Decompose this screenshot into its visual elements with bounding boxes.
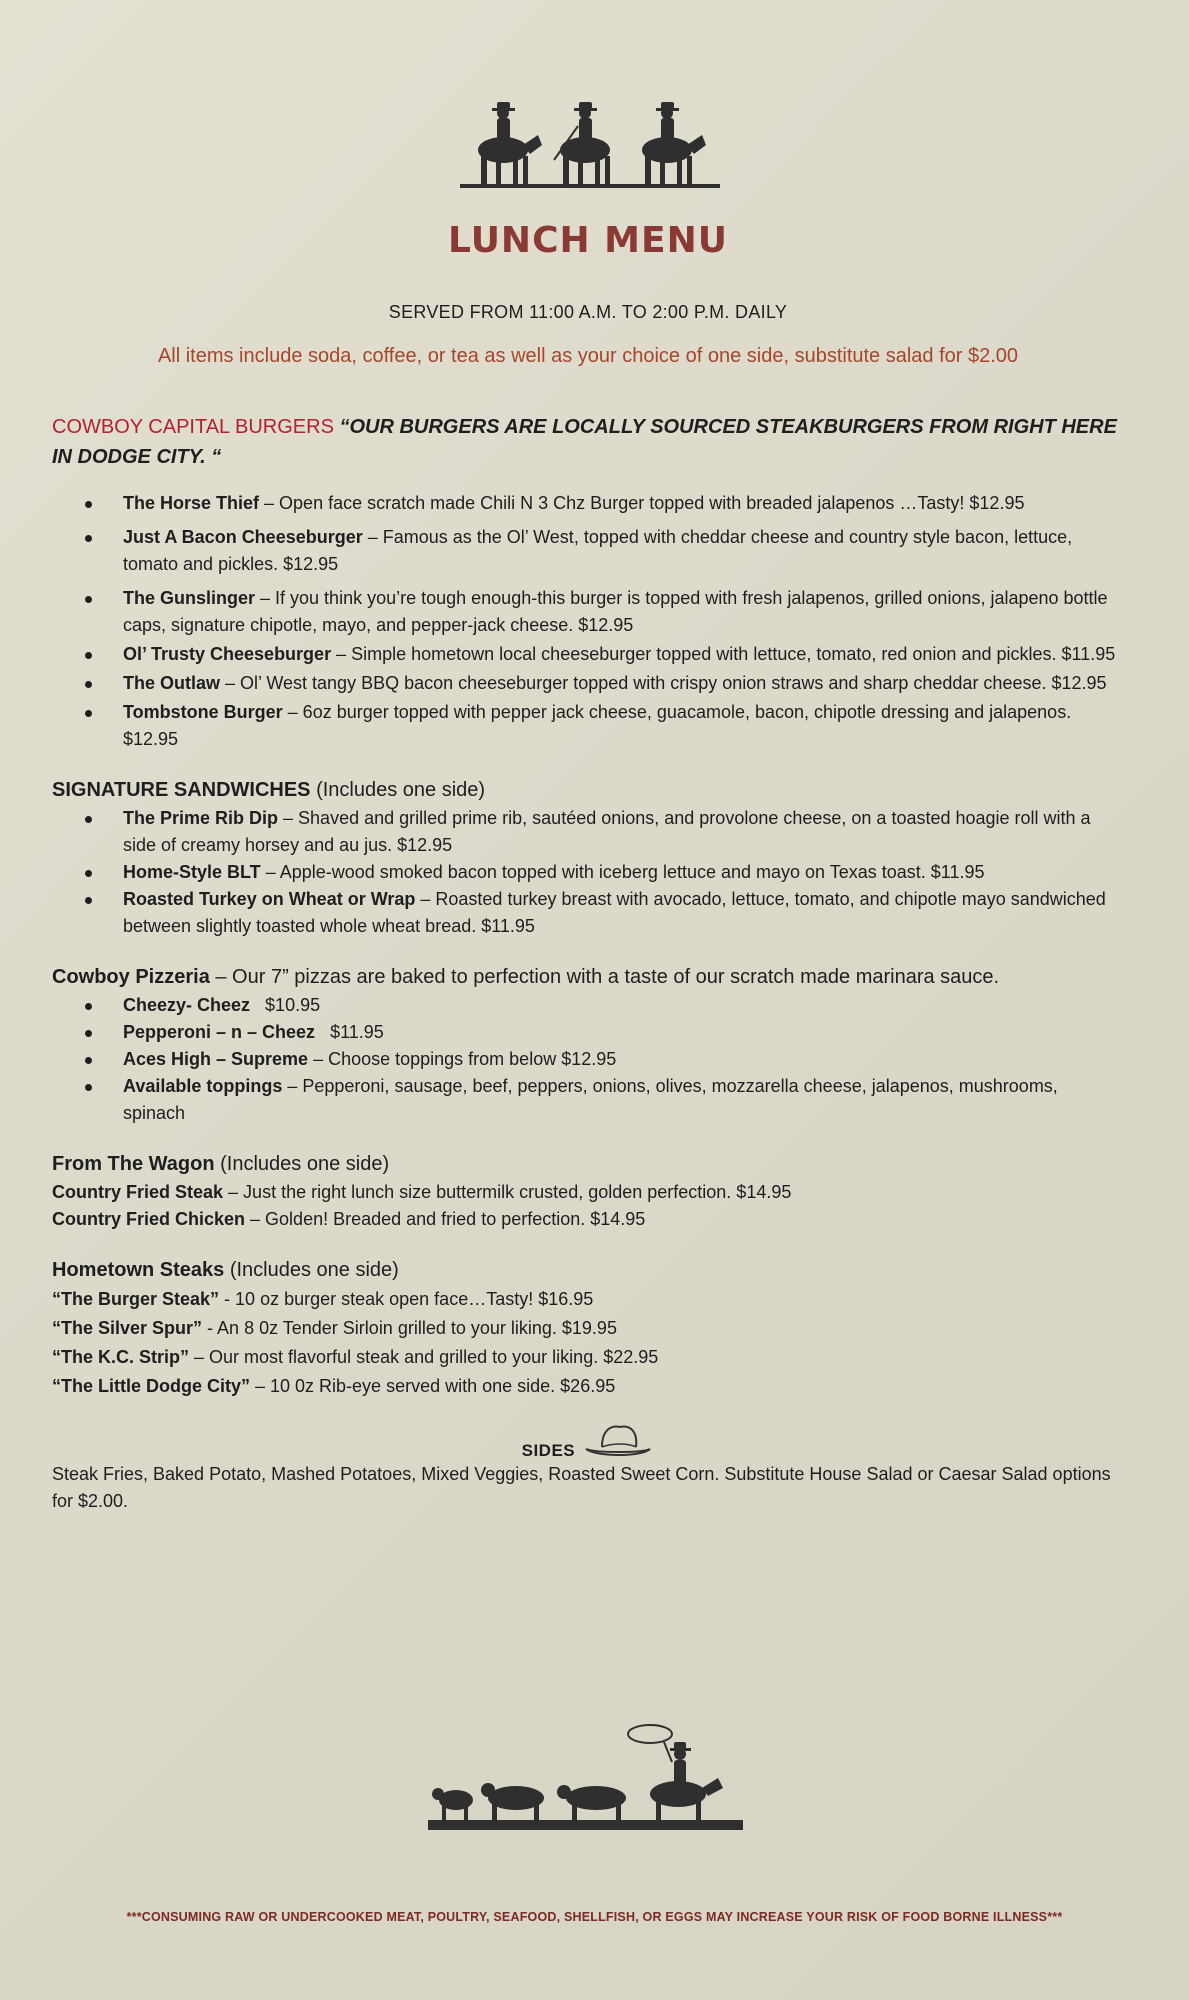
burgers-heading: COWBOY CAPITAL BURGERS [52,416,334,438]
sandwiches-list [52,805,1122,940]
item-description: – Famous as the Ol’ West, topped with cheddar cheese and country style bacon, lettuce, tomato and pickles. $12.95 [123,527,1073,574]
item-description: – Simple hometown local cheeseburger topped with lettuce, tomato, red onion and pickles. $11.95 [331,644,1116,664]
menu-line [52,1372,1122,1401]
list-item [123,1019,1122,1046]
item-name: Available toppings [123,1076,283,1096]
serving-hours: SERVED FROM 11:00 A.M. TO 2:00 P.M. DAILY [388,302,788,322]
list-item [123,1046,1122,1073]
list-item [123,585,1122,639]
list-item [123,490,1122,517]
item-description: – Our most flavorful steak and grilled to your liking. $22.95 [189,1347,659,1367]
food-safety-warning: ***CONSUMING RAW OR UNDERCOOKED MEAT, POULTRY, SEAFOOD, SHELLFISH, OR EGGS MAY INCREASE YOUR RISK OF FOOD BORNE ILLNESS*** [126,1910,1063,1924]
item-description: – Just the right lunch size buttermilk crusted, golden perfection. $14.95 [223,1182,792,1202]
list-item [123,699,1122,753]
item-name: Country Fried Steak [52,1182,224,1202]
item-price: $10.95 [250,995,321,1015]
pizzeria-heading-block [52,962,1122,992]
wagon-note: (Includes one side) [214,1153,390,1175]
item-description: – Golden! Breaded and fried to perfection. $14.95 [245,1209,646,1229]
item-name: Just A Bacon Cheeseburger [123,527,363,547]
item-name: The Gunslinger [123,588,256,608]
menu-line [52,1314,1122,1343]
item-description: – 6oz burger topped with pepper jack cheese, guacamole, bacon, chipotle dressing and jalapenos. $12.95 [123,702,1072,749]
list-item [123,886,1122,940]
pizzeria-list [52,992,1122,1127]
item-description: – Ol’ West tangy BBQ bacon cheeseburger topped with crispy onion straws and sharp cheddar cheese. $12.95 [220,673,1107,693]
sandwiches-note: (Includes one side) [310,779,486,801]
item-name: Country Fried Chicken [52,1209,246,1229]
three-cowboys-on-horseback-icon [460,100,720,192]
burgers-tagline: “OUR BURGERS ARE LOCALLY SOURCED STEAKBURGERS FROM RIGHT HERE IN DODGE CITY. “ [52,416,1117,468]
item-name: The Horse Thief [123,493,260,513]
item-name: Pepperoni – n – Cheez [123,1022,316,1042]
pizzeria-heading: Cowboy Pizzeria [52,966,210,988]
menu-title: LUNCH MENU [448,220,728,261]
item-description: - 10 oz burger steak open face…Tasty! $16.95 [219,1289,594,1309]
item-name: “The K.C. Strip” [52,1347,190,1367]
list-item [123,641,1122,668]
item-name: Roasted Turkey on Wheat or Wrap [123,889,416,909]
list-item [123,524,1122,578]
item-name: “The Burger Steak” [52,1289,220,1309]
menu-line [52,1285,1122,1314]
steaks-heading-block [52,1255,1122,1285]
sides-text: Steak Fries, Baked Potato, Mashed Potatoes, Mixed Veggies, Roasted Sweet Corn. Substitute House Salad or Caesar Salad options for $2.00. [52,1464,1111,1511]
item-description: – 10 0z Rib-eye served with one side. $26.95 [250,1376,616,1396]
item-description: – If you think you’re tough enough-this burger is topped with fresh jalapenos, grilled onions, jalapeno bottle caps, signature chipotle, mayo, and pepper-jack cheese. $12.95 [123,588,1108,635]
item-name: The Prime Rib Dip [123,808,279,828]
sides-heading-block [52,1421,1122,1461]
sandwiches-heading: SIGNATURE SANDWICHES [52,779,311,801]
item-description: – Roasted turkey breast with avocado, lettuce, tomato, and chipotle mayo sandwiched between slightly toasted whole wheat bread. $11.95 [123,889,1106,936]
steaks-note: (Includes one side) [224,1259,399,1281]
menu-line [52,1206,1122,1233]
item-description: - An 8 0z Tender Sirloin grilled to your liking. $19.95 [202,1318,617,1338]
item-name: “The Silver Spur” [52,1318,203,1338]
wagon-heading: From The Wagon [52,1153,215,1175]
burgers-list [52,490,1122,753]
item-name: Cheezy- Cheez [123,995,251,1015]
item-description: – Shaved and grilled prime rib, sautéed onions, and provolone cheese, on a toasted hoagie roll with a side of creamy horsey and au jus. $12.95 [123,808,1091,855]
item-price: $11.95 [315,1022,384,1042]
item-description: – Choose toppings from below $12.95 [308,1049,617,1069]
item-name: Ol’ Trusty Cheeseburger [123,644,332,664]
sides-heading: SIDES [521,1441,576,1460]
item-name: “The Little Dodge City” [52,1376,250,1396]
steaks-heading: Hometown Steaks [52,1259,225,1281]
list-item [123,805,1122,859]
cowboy-hat-icon [582,1421,652,1461]
menu-content [52,412,1122,1515]
list-item [123,670,1122,697]
cowboy-roping-cattle-icon [428,1722,743,1832]
menu-line [52,1343,1122,1372]
item-description: – Apple-wood smoked bacon topped with iceberg lettuce and mayo on Texas toast. $11.95 [260,862,985,882]
item-name: Aces High – Supreme [123,1049,309,1069]
item-name: Tombstone Burger [123,702,283,722]
sandwiches-heading-block [52,775,1122,805]
list-item [123,1073,1122,1127]
pizzeria-note: – Our 7” pizzas are baked to perfection with a taste of our scratch made marinara sauce. [209,966,1000,988]
burgers-heading-block [52,412,1122,472]
item-name: Home-Style BLT [123,862,261,882]
item-name: The Outlaw [123,673,221,693]
item-description: – Pepperoni, sausage, beef, peppers, onions, olives, mozzarella cheese, jalapenos, mushrooms, spinach [123,1076,1058,1123]
menu-line [52,1179,1122,1206]
item-description: – Open face scratch made Chili N 3 Chz Burger topped with breaded jalapenos …Tasty! $12.95 [259,493,1025,513]
list-item [123,859,1122,886]
includes-note: All items include soda, coffee, or tea as well as your choice of one side, substitute salad for $2.00 [157,345,1019,367]
list-item [123,992,1122,1019]
wagon-heading-block [52,1149,1122,1179]
